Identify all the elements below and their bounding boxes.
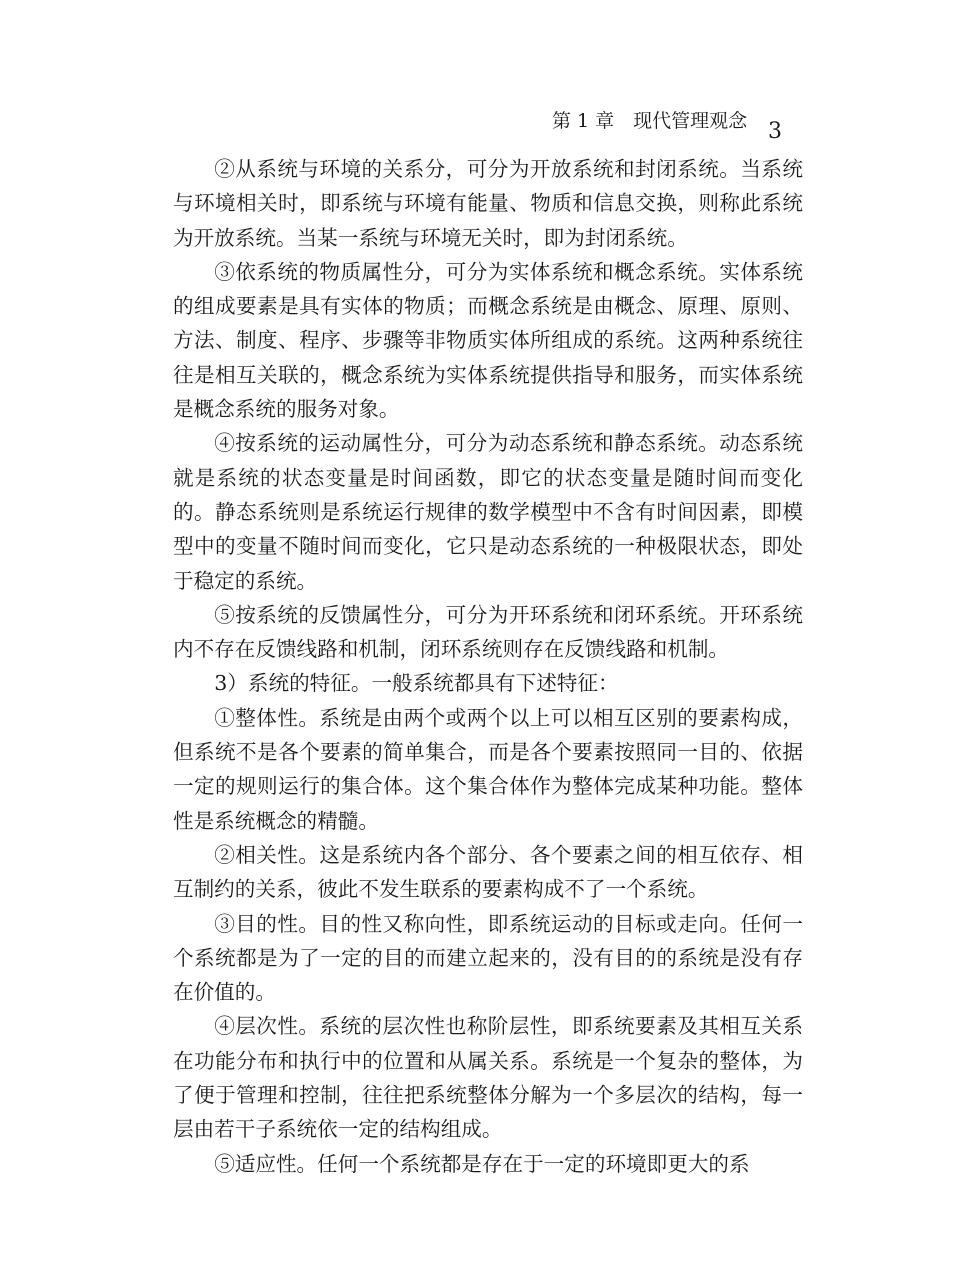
page-number: 3 — [768, 119, 782, 144]
paragraph: 3）系统的特征。一般系统都具有下述特征： — [214, 671, 619, 696]
paragraph: ⑤适应性。任何一个系统都是存在于一定的环境即更大的系 — [214, 1151, 750, 1176]
running-header-chapter-title: 第 1 章 现代管理观念 — [552, 110, 748, 132]
paragraph: ④层次性。系统的层次性也称阶层性，即系统要素及其相互关系在功能分布和执行中的位置和从属关系。系统是一个复杂的整体，为了便于管理和控制，往往把系统整体分解为一个多层次的结构，每一层由若干子系统依一定的结构组成。 — [173, 1014, 803, 1142]
paragraph: ①整体性。系统是由两个或两个以上可以相互区别的要素构成，但系统不是各个要素的简单集合，而是各个要素按照同一目的、依据一定的规则运行的集合体。这个集合体作为整体完成某种功能。整体性是系统概念的精髓。 — [173, 705, 803, 833]
body-text — [173, 152, 803, 1181]
paragraph: ⑤按系统的反馈属性分，可分为开环系统和闭环系统。开环系统内不存在反馈线路和机制，闭环系统则存在反馈线路和机制。 — [173, 602, 803, 662]
paragraph: ②相关性。这是系统内各个部分、各个要素之间的相互依存、相互制约的关系，彼此不发生联系的要素构成不了一个系统。 — [173, 842, 803, 902]
paragraph: ③依系统的物质属性分，可分为实体系统和概念系统。实体系统的组成要素是具有实体的物质；而概念系统是由概念、原理、原则、方法、制度、程序、步骤等非物质实体所组成的系统。这两种系统往往是相互关联的，概念系统为实体系统提供指导和服务，而实体系统是概念系统的服务对象。 — [173, 259, 803, 422]
paragraph: ④按系统的运动属性分，可分为动态系统和静态系统。动态系统就是系统的状态变量是时间函数，即它的状态变量是随时间而变化的。静态系统则是系统运行规律的数学模型中不含有时间因素，即模型中的变量不随时间而变化，它只是动态系统的一种极限状态，即处于稳定的系统。 — [173, 431, 803, 593]
paragraph: ②从系统与环境的关系分，可分为开放系统和封闭系统。当系统与环境相关时，即系统与环境有能量、物质和信息交换，则称此系统为开放系统。当某一系统与环境无关时，即为封闭系统。 — [173, 157, 803, 250]
paragraph: ③目的性。目的性又称向性，即系统运动的目标或走向。任何一个系统都是为了一定的目的而建立起来的，没有目的的系统是没有存在价值的。 — [173, 911, 803, 1005]
